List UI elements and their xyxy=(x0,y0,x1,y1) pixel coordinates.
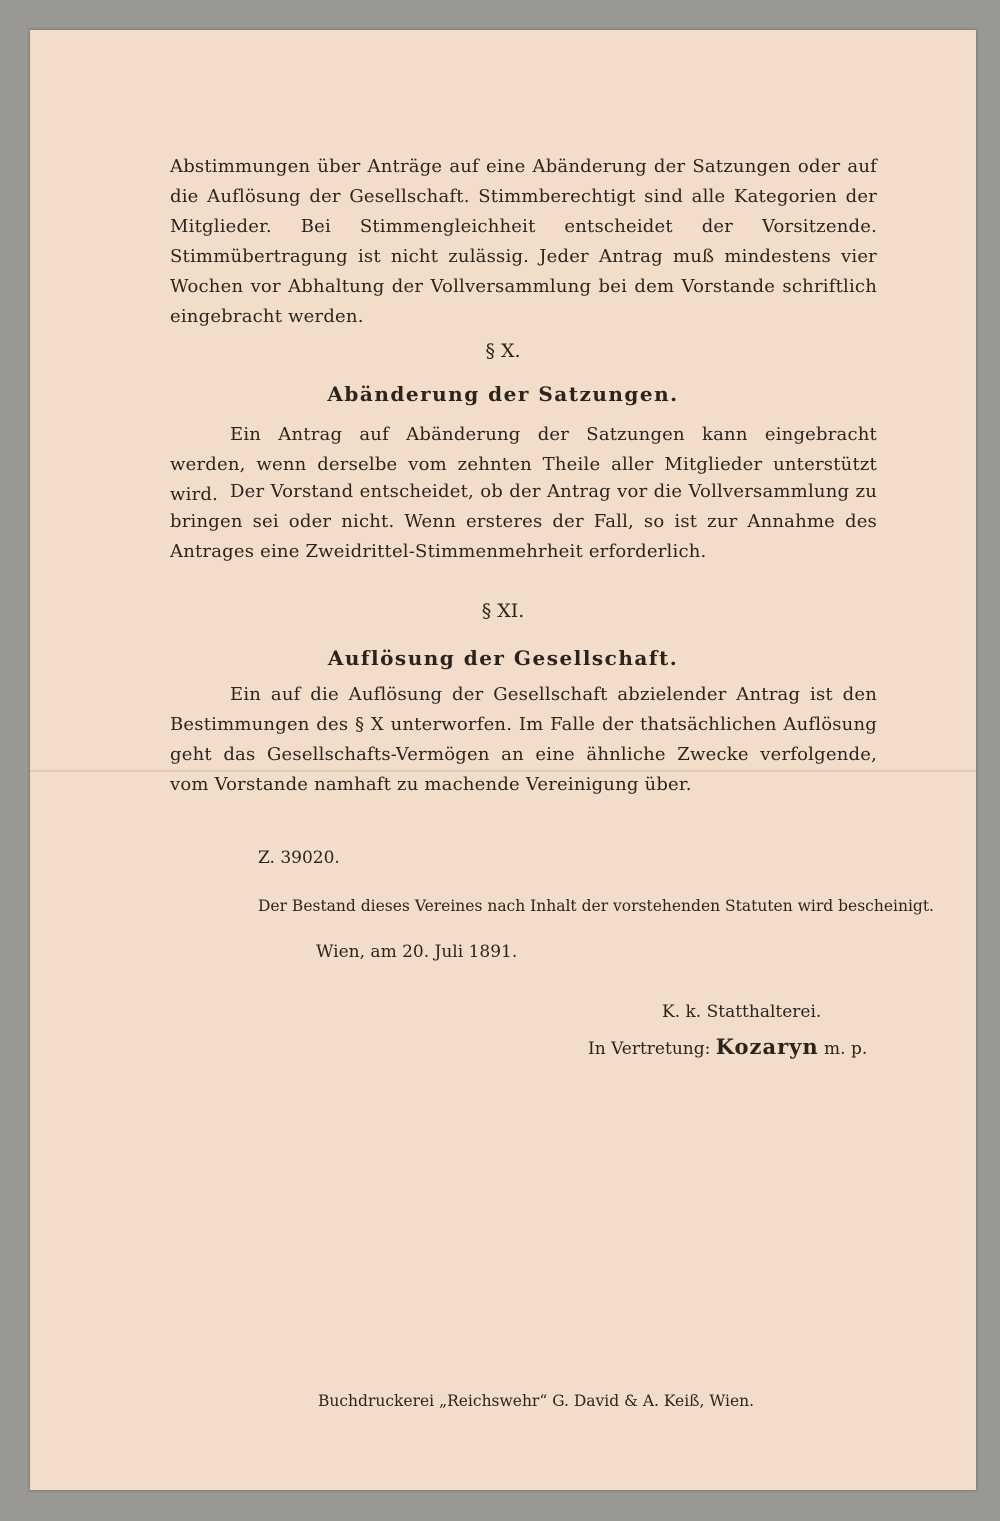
intro-paragraph: Abstimmungen über Anträge auf eine Abänderung der Satzungen oder auf die Auflösung der Gesellschaft. Stimmberechtigt sind alle Kategorien der Mitglieder. Bei Stimmengleichheit entscheidet der Vorsitzende. Stimmübertragung ist nicht zulässig. Jeder Antrag muß mindestens vier Wochen vor Abhaltung der Vollversammlung bei dem Vorstande schriftlich eingebracht werden. xyxy=(170,156,877,327)
section-xi-paragraph-1: Ein auf die Auflösung der Gesellschaft abzielender Antrag ist den Bestimmungen des § X unterworfen. Im Falle der thatsächlichen Auflösung geht das Gesellschafts-Vermögen an eine ähnliche Zwecke verfolgende, vom Vorstande namhaft zu machende Vereinigung über. xyxy=(170,684,877,795)
authority: K. k. Statthalterei. xyxy=(662,1002,822,1022)
signature-suffix: m. p. xyxy=(824,1039,868,1059)
section-xi-number: § XI. xyxy=(481,600,525,622)
place-date: Wien, am 20. Juli 1891. xyxy=(316,942,518,962)
signature-prefix: In Vertretung: xyxy=(588,1039,711,1059)
section-x-paragraph-1: Ein Antrag auf Abänderung der Satzungen kann eingebracht werden, wenn derselbe vom zehnten Theile aller Mitglieder unterstützt wird. xyxy=(170,424,877,505)
printer-imprint: Buchdruckerei „Reichswehr“ G. David & A. Keiß, Wien. xyxy=(318,1392,755,1410)
signature-name: Kozaryn xyxy=(715,1034,819,1059)
section-x-title: Abänderung der Satzungen. xyxy=(327,382,679,406)
section-xi-title: Auflösung der Gesellschaft. xyxy=(327,646,679,670)
signature-line xyxy=(588,1034,867,1059)
section-x-paragraph-2: Der Vorstand entscheidet, ob der Antrag vor die Vollversammlung zu bringen sei oder nicht. Wenn ersteres der Fall, so ist zur Annahme des Antrages eine Zweidrittel-Stimmenmehrheit erforderlich. xyxy=(170,481,877,562)
section-x-number: § X. xyxy=(485,340,521,362)
certification-text: Der Bestand dieses Vereines nach Inhalt der vorstehenden Statuten wird bescheinigt. xyxy=(258,897,934,915)
reference-number: Z. 39020. xyxy=(258,848,340,868)
